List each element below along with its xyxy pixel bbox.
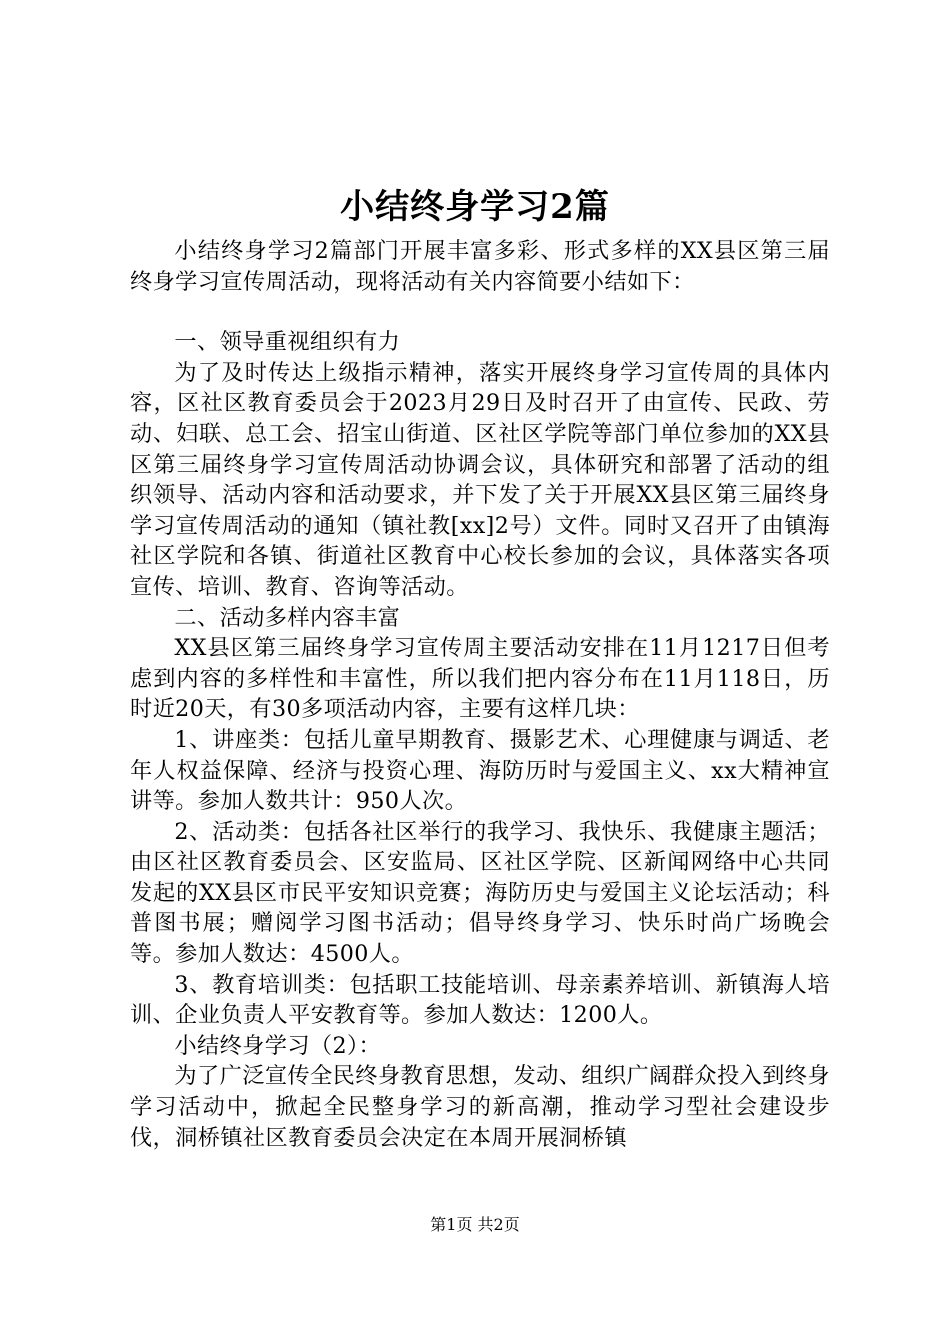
document-title: 小结终身学习2篇 <box>340 187 610 227</box>
section-heading-2: 二、活动多样内容丰富 <box>174 604 401 631</box>
paragraph-part-2: 为了广泛宣传全民终身教育思想，发动、组织广阔群众投入到终身学习活动中，掀起全民整身学习的新高潮，推动学习型社会建设步伐，洞桥镇社区教育委员会决定在本周开展洞桥镇 <box>130 1063 830 1151</box>
paragraph-intro: 小结终身学习2篇部门开展丰富多彩、形式多样的XX县区第三届终身学习宣传周活动，现将活动有关内容简要小结如下： <box>130 238 830 295</box>
page-number-footer: 第1页 共2页 <box>430 1215 520 1234</box>
paragraph-section-1: 为了及时传达上级指示精神，落实开展终身学习宣传周的具体内容，区社区教育委员会于2023月29日及时召开了由宣传、民政、劳动、妇联、总工会、招宝山街道、区社区学院等部门单位参加的XX县区第三届终身学习宣传周活动协调会议，具体研究和部署了活动的组织领导、活动内容和活动要求，并下发了关于开展XX县区第三届终身学习宣传周活动的通知（镇社教[xx]2号）文件。同时又召开了由镇海社区学院和各镇、街道社区教育中心校长参加的会议，具体落实各项宣传、培训、教育、咨询等活动。 <box>130 359 830 600</box>
list-item-lectures: 1、讲座类：包括儿童早期教育、摄影艺术、心理健康与调适、老年人权益保障、经济与投资心理、海防历时与爱国主义、xx大精神宣讲等。参加人数共计：950人次。 <box>130 726 830 815</box>
document-body <box>130 236 830 1153</box>
paragraph-gap <box>130 297 830 327</box>
section-heading-1: 一、领导重视组织有力 <box>174 329 401 356</box>
paragraph-section-2: XX县区第三届终身学习宣传周主要活动安排在11月1217日但考虑到内容的多样性和丰富性，所以我们把内容分布在11月118日，历时近20天，有30多项活动内容，主要有这样几块： <box>130 635 830 723</box>
list-item-training: 3、教育培训类：包括职工技能培训、母亲素养培训、新镇海人培训、企业负责人平安教育等。参加人数达：1200人。 <box>130 971 830 1029</box>
list-item-activities: 2、活动类：包括各社区举行的我学习、我快乐、我健康主题活；由区社区教育委员会、区安监局、区社区学院、区新闻网络中心共同发起的XX县区市民平安知识竞赛；海防历史与爱国主义论坛活动；科普图书展；赠阅学习图书活动；倡导终身学习、快乐时尚广场晚会等。参加人数达：4500人。 <box>130 818 830 968</box>
section-heading-part-2: 小结终身学习（2）： <box>174 1032 382 1059</box>
